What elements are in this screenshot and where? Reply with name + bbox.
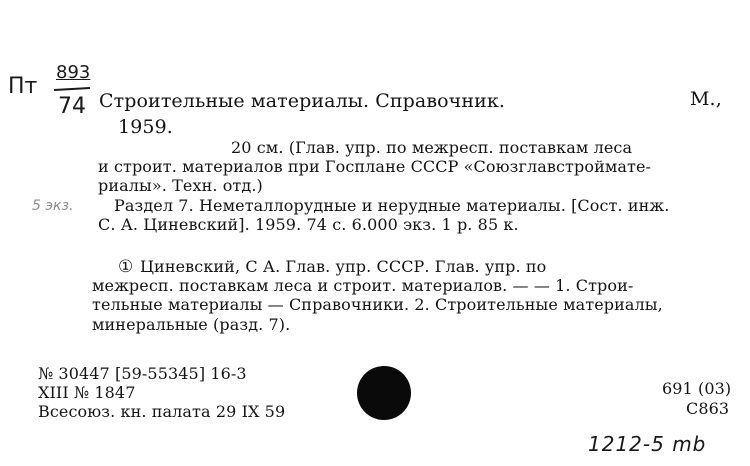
margin-note: 5 экз.	[32, 198, 74, 214]
publication-place: М.,	[690, 88, 722, 110]
tracing-marker: ①	[118, 257, 134, 277]
footer-left-line-1: № 30447 [59-55345] 16-3	[38, 364, 247, 383]
card-title: Строительные материалы. Справочник.	[99, 90, 505, 112]
author-mark: С863	[686, 399, 730, 418]
description-line-1: 20 см. (Глав. упр. по межресп. поставкам леса	[231, 138, 633, 157]
callnumber-numerator: 893	[56, 62, 91, 83]
footer-left-line-2: XIII № 1847	[38, 383, 136, 402]
tracing-line-4: минеральные (разд. 7).	[92, 315, 291, 334]
tracing-line-2: межресп. поставкам леса и строит. материалов. — — 1. Строи-	[92, 276, 634, 295]
punch-hole	[357, 366, 411, 420]
footer-left-line-3: Всесоюз. кн. палата 29 IX 59	[38, 402, 286, 421]
description-line-4: Раздел 7. Неметаллорудные и нерудные материалы. [Сост. инж.	[114, 196, 670, 215]
callnumber-denominator: 74	[58, 94, 86, 119]
description-line-3: риалы». Техн. отд.)	[98, 176, 263, 195]
description-line-5: С. А. Циневский]. 1959. 74 с. 6.000 экз. 1 р. 85 к.	[98, 215, 519, 234]
classification-code: 691 (03)	[662, 379, 732, 398]
description-line-2: и строит. материалов при Госплане СССР «Союзглавстроймате-	[98, 157, 652, 176]
publication-year: 1959.	[118, 116, 173, 138]
tracing-line-1: Циневский, С А. Глав. упр. СССР. Глав. упр. по	[140, 257, 547, 276]
handwritten-inventory: 1212-5 mb	[588, 432, 707, 456]
callnumber-fraction-line	[54, 87, 90, 91]
callnumber-prefix: Пт	[8, 74, 38, 99]
tracing-line-3: тельные материалы — Справочники. 2. Строительные материалы,	[92, 295, 663, 314]
